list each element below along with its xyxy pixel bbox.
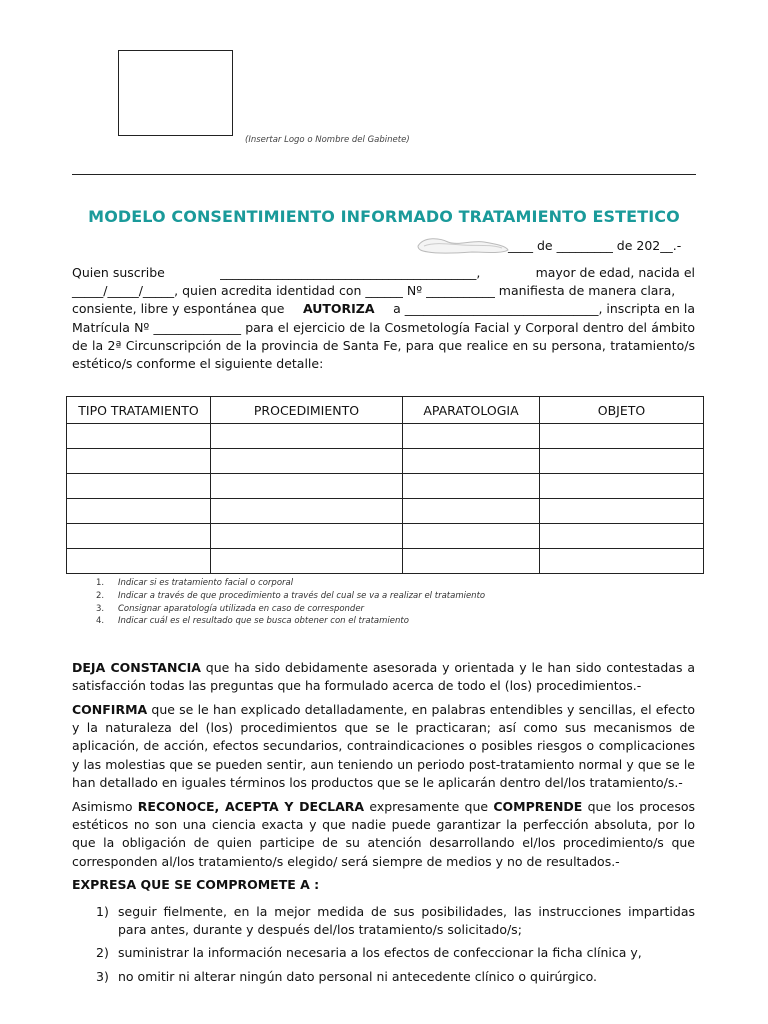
table-cell[interactable] [403, 449, 540, 474]
intro-line-2: _____/_____/_____, quien acredita identidad con ______ Nº ___________ manifiesta de manera clara, [72, 283, 676, 299]
list-item [96, 903, 695, 938]
col-header-objeto: OBJETO [540, 397, 704, 424]
footnote-item [96, 590, 485, 603]
list-item-number: 3) [96, 968, 109, 984]
table-cell[interactable] [67, 524, 211, 549]
table-row [67, 449, 704, 474]
table-footnotes [96, 577, 485, 628]
table-row [67, 474, 704, 499]
confirma-text: que se le han explicado detalladamente, en palabras entendibles y sencillas, el efecto y la naturaleza del (los) procedimientos que se le practicaran; así como sus mecanismos de aplicación, de acción, efectos secundarios, contraindicaciones o posibles riesgos o complicaciones y las molestias que se pueden sentir, aun teniendo un periodo post-tratamiento normal y que se le han detallado en iguales términos los productos que se le aplicarán dentro del/los tratamiento/s.- [72, 702, 695, 790]
logo-caption: (Insertar Logo o Nombre del Gabinete) [245, 135, 410, 145]
table-cell[interactable] [211, 549, 403, 574]
table-cell[interactable] [67, 549, 211, 574]
table-cell[interactable] [540, 524, 704, 549]
deja-constancia-heading: DEJA CONSTANCIA [72, 660, 201, 675]
footnote-item [96, 577, 485, 590]
list-item [96, 944, 695, 962]
intro-consiente: consiente, libre y espontánea que [72, 301, 285, 317]
table-row [67, 524, 704, 549]
intro-paragraph [72, 264, 695, 373]
intro-quien-suscribe: Quien suscribe [72, 265, 165, 280]
document-title: MODELO CONSENTIMIENTO INFORMADO TRATAMIENTO ESTETICO [88, 207, 680, 226]
table-cell[interactable] [540, 449, 704, 474]
intro-rest: Matrícula Nº ______________ para el ejercicio de la Cosmetología Facial y Corporal dentro del ámbito de la 2ª Circunscripción de la provincia de Santa Fe, para que realice en su persona, tratamiento/s estético/s conforme el siguiente detalle: [72, 319, 695, 372]
table-cell[interactable] [211, 524, 403, 549]
confirma-heading: CONFIRMA [72, 702, 148, 717]
table-cell[interactable] [403, 499, 540, 524]
footnote-number: 3. [96, 603, 105, 614]
table-cell[interactable] [540, 474, 704, 499]
footnote-item [96, 603, 485, 616]
list-item-text: no omitir ni alterar ningún dato personal ni antecedente clínico o quirúrgico. [118, 968, 598, 984]
footnote-item [96, 615, 485, 628]
table-cell[interactable] [403, 549, 540, 574]
intro-inscripta: a _______________________________, inscripta en la [393, 301, 695, 317]
treatment-detail-table [66, 396, 704, 574]
table-cell[interactable] [67, 474, 211, 499]
expresa-heading: EXPRESA QUE SE COMPROMETE A : [72, 877, 320, 892]
intro-autoriza: AUTORIZA [302, 301, 375, 317]
deja-constancia-paragraph [72, 659, 695, 695]
comprende-heading: COMPRENDE [493, 799, 583, 814]
table-cell[interactable] [211, 449, 403, 474]
table-cell[interactable] [67, 424, 211, 449]
table-cell[interactable] [211, 499, 403, 524]
reconoce-text-3: que los procesos estéticos no son una ciencia exacta y que nadie puede garantizar la perfección absoluta, por lo que la obligación de quien participe de su atención desarrollando el/los procedimiento/s que corresponden al/los tratamiento/s elegido/ será siempre de medios y no de resultados.- [72, 799, 695, 869]
table-cell[interactable] [403, 474, 540, 499]
footnote-number: 2. [96, 590, 105, 601]
footnote-number: 4. [96, 616, 105, 627]
table-cell[interactable] [67, 499, 211, 524]
header-divider [72, 174, 696, 175]
intro-name-blank: _________________________________________, [220, 265, 481, 280]
table-row [67, 424, 704, 449]
col-header-tipo: TIPO TRATAMIENTO [67, 397, 211, 424]
reconoce-heading: RECONOCE, ACEPTA Y DECLARA [137, 799, 365, 814]
list-item-text: seguir fielmente, en la mejor medida de sus posibilidades, las instrucciones impartidas para antes, durante y después del/los tratamiento/s solicitado/s; [118, 904, 695, 937]
table-row [67, 549, 704, 574]
table-cell[interactable] [67, 449, 211, 474]
redaction-scribble-icon [414, 232, 512, 258]
commitment-list [96, 903, 695, 985]
date-line: ____ de _________ de 202__.- [508, 238, 682, 253]
reconoce-paragraph [72, 798, 695, 871]
footnote-text: Indicar cuál es el resultado que se busca obtener con el tratamiento [118, 616, 409, 627]
footnote-text: Consignar aparatología utilizada en caso de corresponder [118, 603, 365, 614]
intro-line-1 [72, 264, 695, 282]
confirma-paragraph [72, 701, 695, 792]
table-cell[interactable] [211, 474, 403, 499]
footnote-text: Indicar si es tratamiento facial o corporal [118, 578, 294, 588]
intro-line-3 [72, 300, 695, 318]
table-cell[interactable] [211, 424, 403, 449]
table-cell[interactable] [403, 424, 540, 449]
table-cell[interactable] [540, 549, 704, 574]
table-cell[interactable] [540, 499, 704, 524]
list-item-text: suministrar la información necesaria a los efectos de confeccionar la ficha clínica y, [118, 945, 642, 960]
list-item-number: 2) [96, 945, 109, 960]
list-item-number: 1) [96, 904, 109, 919]
logo-placeholder-box [118, 50, 233, 136]
deja-constancia-text: que ha sido debidamente asesorada y orientada y le han sido contestadas a satisfacción todas las preguntas que ha formulado acerca de todo el (los) procedimientos.- [72, 660, 695, 694]
col-header-aparatologia: APARATOLOGIA [403, 397, 540, 424]
table-header-row [67, 397, 704, 424]
reconoce-text-1: Asimismo [72, 799, 138, 814]
table-cell[interactable] [540, 424, 704, 449]
table-cell[interactable] [403, 524, 540, 549]
list-item [96, 968, 695, 986]
col-header-procedimiento: PROCEDIMIENTO [211, 397, 403, 424]
footnote-number: 1. [96, 578, 105, 588]
reconoce-text-2: expresamente que [364, 799, 494, 814]
table-row [67, 499, 704, 524]
footnote-text: Indicar a través de que procedimiento a través del cual se va a realizar el tratamiento [118, 590, 486, 601]
intro-mayor-edad: mayor de edad, nacida el [535, 265, 695, 280]
